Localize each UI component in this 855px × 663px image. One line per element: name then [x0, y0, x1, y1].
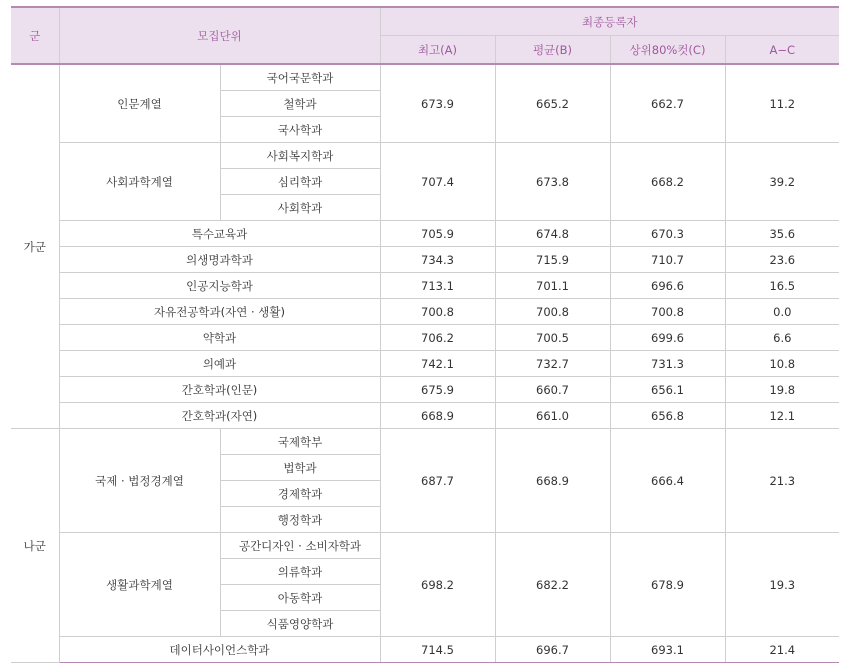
value-diff: 19.8 — [725, 377, 839, 403]
value-diff: 21.4 — [725, 637, 839, 663]
value-top80: 656.1 — [610, 377, 725, 403]
value-diff: 16.5 — [725, 273, 839, 299]
value-max: 705.9 — [380, 221, 495, 247]
sub-unit: 경제학과 — [220, 481, 380, 507]
value-max: 687.7 — [380, 429, 495, 533]
unit-label: 간호학과(자연) — [59, 403, 380, 429]
unit-label: 의생명과학과 — [59, 247, 380, 273]
sub-unit: 사회복지학과 — [220, 143, 380, 169]
table-row — [11, 533, 839, 559]
value-top80: 710.7 — [610, 247, 725, 273]
value-max: 707.4 — [380, 143, 495, 221]
value-top80: 699.6 — [610, 325, 725, 351]
table-row — [11, 247, 839, 273]
value-avg: 715.9 — [495, 247, 610, 273]
value-max: 700.8 — [380, 299, 495, 325]
table-row — [11, 637, 839, 663]
unit-label: 약학과 — [59, 325, 380, 351]
value-max: 742.1 — [380, 351, 495, 377]
header-unit: 모집단위 — [59, 7, 380, 64]
value-top80: 662.7 — [610, 64, 725, 143]
value-avg: 668.9 — [495, 429, 610, 533]
table-row — [11, 273, 839, 299]
unit-label: 인문계열 — [59, 64, 220, 143]
value-top80: 666.4 — [610, 429, 725, 533]
table-row — [11, 64, 839, 91]
unit-label: 인공지능학과 — [59, 273, 380, 299]
sub-unit: 사회학과 — [220, 195, 380, 221]
value-diff: 23.6 — [725, 247, 839, 273]
unit-label: 생활과학계열 — [59, 533, 220, 637]
value-top80: 656.8 — [610, 403, 725, 429]
value-max: 713.1 — [380, 273, 495, 299]
table-row — [11, 143, 839, 169]
group-na: 나군 — [11, 429, 59, 663]
unit-label: 의예과 — [59, 351, 380, 377]
table-row — [11, 377, 839, 403]
value-max: 734.3 — [380, 247, 495, 273]
sub-unit: 국제학부 — [220, 429, 380, 455]
header-top80: 상위80%컷(C) — [610, 36, 725, 65]
value-diff: 35.6 — [725, 221, 839, 247]
value-diff: 12.1 — [725, 403, 839, 429]
value-avg: 665.2 — [495, 64, 610, 143]
sub-unit: 국어국문학과 — [220, 64, 380, 91]
table-row — [11, 351, 839, 377]
value-diff: 39.2 — [725, 143, 839, 221]
value-top80: 700.8 — [610, 299, 725, 325]
value-avg: 696.7 — [495, 637, 610, 663]
sub-unit: 식품영양학과 — [220, 611, 380, 637]
unit-label: 자유전공학과(자연 · 생활) — [59, 299, 380, 325]
value-diff: 0.0 — [725, 299, 839, 325]
value-top80: 668.2 — [610, 143, 725, 221]
unit-label: 데이터사이언스학과 — [59, 637, 380, 663]
value-top80: 678.9 — [610, 533, 725, 637]
unit-label: 국제 · 법정경계열 — [59, 429, 220, 533]
sub-unit: 아동학과 — [220, 585, 380, 611]
value-avg: 682.2 — [495, 533, 610, 637]
value-avg: 700.8 — [495, 299, 610, 325]
value-top80: 693.1 — [610, 637, 725, 663]
header-max: 최고(A) — [380, 36, 495, 65]
value-diff: 21.3 — [725, 429, 839, 533]
header-diff: A−C — [725, 36, 839, 65]
header-gun: 군 — [11, 7, 59, 64]
unit-label: 간호학과(인문) — [59, 377, 380, 403]
value-diff: 11.2 — [725, 64, 839, 143]
value-avg: 661.0 — [495, 403, 610, 429]
table-row — [11, 403, 839, 429]
header-final-registrants: 최종등록자 — [380, 7, 839, 36]
unit-label: 사회과학계열 — [59, 143, 220, 221]
value-top80: 670.3 — [610, 221, 725, 247]
value-max: 698.2 — [380, 533, 495, 637]
value-top80: 731.3 — [610, 351, 725, 377]
sub-unit: 심리학과 — [220, 169, 380, 195]
value-avg: 732.7 — [495, 351, 610, 377]
value-diff: 6.6 — [725, 325, 839, 351]
admission-results-table — [11, 6, 839, 663]
sub-unit: 공간디자인 · 소비자학과 — [220, 533, 380, 559]
value-avg: 660.7 — [495, 377, 610, 403]
table-row — [11, 221, 839, 247]
table-row — [11, 299, 839, 325]
value-top80: 696.6 — [610, 273, 725, 299]
table-row — [11, 325, 839, 351]
table-row — [11, 429, 839, 455]
value-max: 714.5 — [380, 637, 495, 663]
value-avg: 700.5 — [495, 325, 610, 351]
admission-table-container — [11, 6, 839, 663]
header-avg: 평균(B) — [495, 36, 610, 65]
value-diff: 19.3 — [725, 533, 839, 637]
value-avg: 701.1 — [495, 273, 610, 299]
value-max: 673.9 — [380, 64, 495, 143]
value-max: 668.9 — [380, 403, 495, 429]
unit-label: 특수교육과 — [59, 221, 380, 247]
sub-unit: 행정학과 — [220, 507, 380, 533]
sub-unit: 의류학과 — [220, 559, 380, 585]
value-avg: 673.8 — [495, 143, 610, 221]
sub-unit: 법학과 — [220, 455, 380, 481]
value-max: 675.9 — [380, 377, 495, 403]
sub-unit: 국사학과 — [220, 117, 380, 143]
group-ga: 가군 — [11, 64, 59, 429]
value-avg: 674.8 — [495, 221, 610, 247]
value-diff: 10.8 — [725, 351, 839, 377]
sub-unit: 철학과 — [220, 91, 380, 117]
value-max: 706.2 — [380, 325, 495, 351]
